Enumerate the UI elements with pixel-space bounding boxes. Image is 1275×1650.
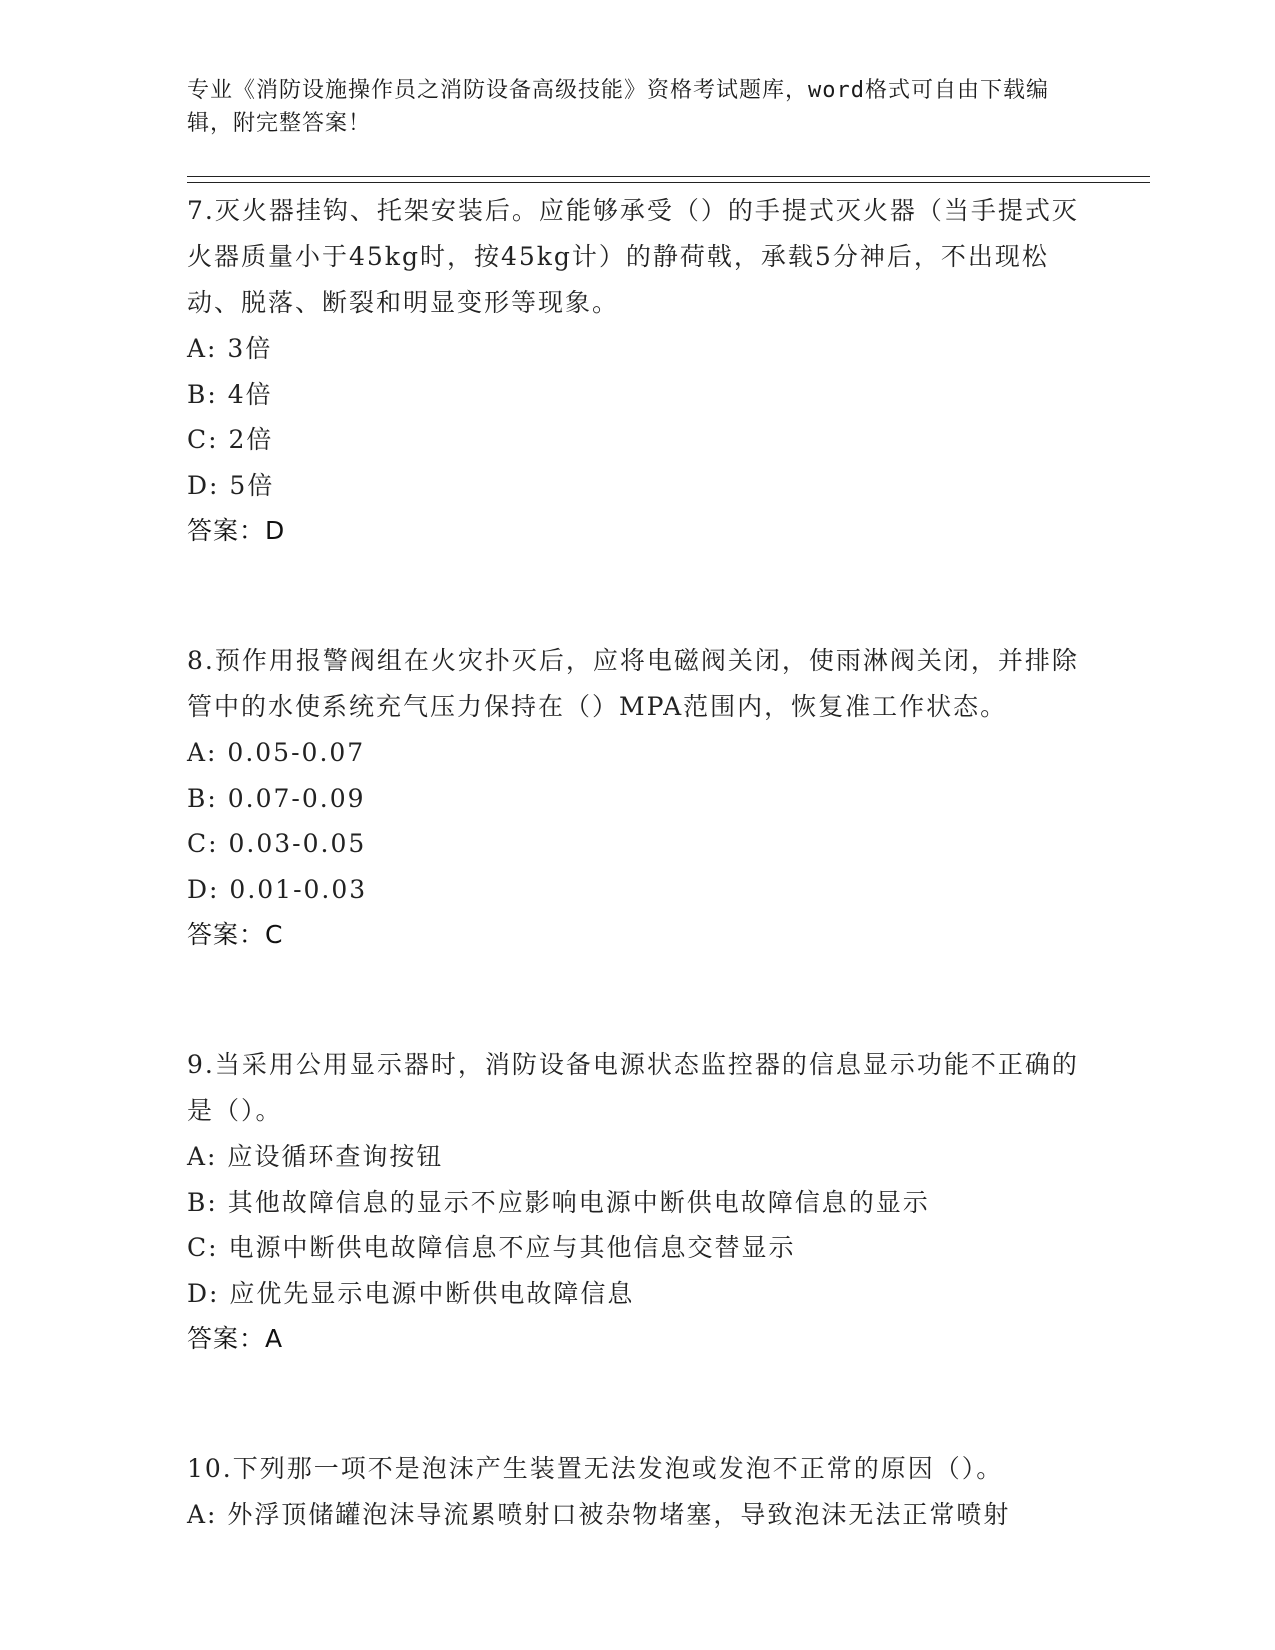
question-text: 10.下列那一项不是泡沫产生装置无法发泡或发泡不正常的原因（）。	[187, 1454, 1004, 1483]
option-a: A: 外浮顶储罐泡沫导流累喷射口被杂物堵塞，导致泡沫无法正常喷射	[187, 1500, 1011, 1529]
question-8	[187, 638, 1087, 958]
option-b: B: 其他故障信息的显示不应影响电源中断供电故障信息的显示	[187, 1187, 930, 1217]
header-rule-bottom	[187, 182, 1150, 183]
option-c: C: 电源中断供电故障信息不应与其他信息交替显示	[187, 1233, 796, 1262]
question-7	[187, 188, 1087, 554]
header-rule-top	[187, 176, 1150, 177]
option-b: B: 0.07-0.09	[187, 783, 366, 813]
question-9	[187, 1042, 1087, 1362]
question-text: 9.当采用公用显示器时，消防设备电源状态监控器的信息显示功能不正确的是（）。	[187, 1050, 1079, 1125]
question-spacer	[187, 958, 1087, 1042]
answer-line: 答案：A	[187, 1324, 284, 1353]
question-10	[187, 1446, 1087, 1538]
option-a: A: 应设循环查询按钮	[187, 1142, 444, 1171]
question-spacer	[187, 554, 1087, 638]
option-a: A: 3倍	[187, 334, 273, 363]
question-text: 7.灭火器挂钩、托架安装后。应能够承受（）的手提式灭火器（当手提式灭火器质量小于45kg时，按45kg计）的静荷戟，承载5分神后，不出现松动、脱落、断裂和明显变形等现象。	[187, 196, 1079, 317]
option-c: C: 2倍	[187, 425, 274, 454]
question-spacer	[187, 1362, 1087, 1446]
answer-line: 答案：C	[187, 920, 284, 949]
option-d: D: 应优先显示电源中断供电故障信息	[187, 1278, 635, 1308]
option-c: C: 0.03-0.05	[187, 829, 367, 858]
option-d: D: 0.01-0.03	[187, 874, 368, 904]
answer-line: 答案：D	[187, 516, 286, 545]
question-text: 8.预作用报警阀组在火灾扑灭后，应将电磁阀关闭，使雨淋阀关闭，并排除管中的水使系统充气压力保持在（）MPA范围内，恢复准工作状态。	[187, 646, 1079, 721]
question-list	[187, 188, 1087, 1538]
option-a: A: 0.05-0.07	[187, 738, 366, 767]
document-header: 专业《消防设施操作员之消防设备高级技能》资格考试题库，word格式可自由下载编辑，附完整答案！	[187, 78, 1049, 136]
option-d: D: 5倍	[187, 470, 275, 500]
option-b: B: 4倍	[187, 379, 273, 409]
